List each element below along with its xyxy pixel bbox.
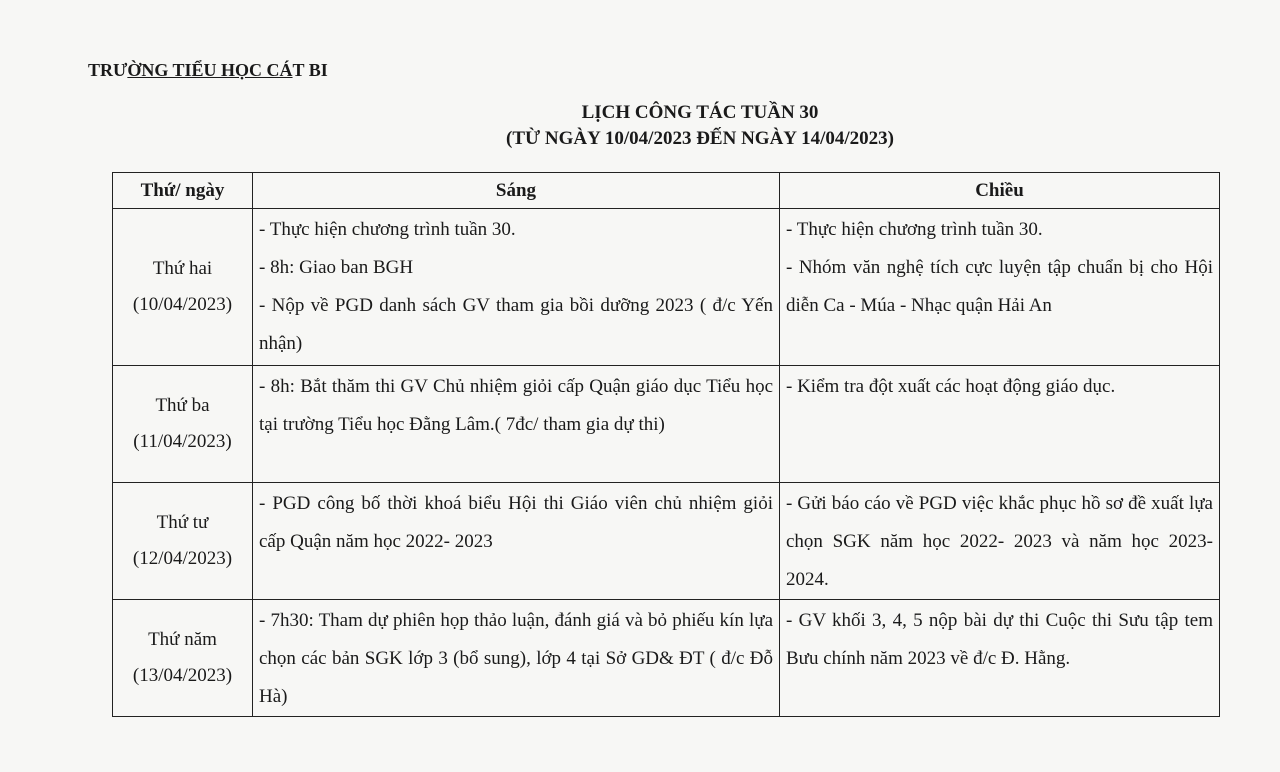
table-row bbox=[113, 209, 1220, 366]
table-row bbox=[113, 366, 1220, 483]
header-morning: Sáng bbox=[253, 173, 780, 209]
day-name: Thứ năm bbox=[148, 629, 217, 650]
morning-item: - Thực hiện chương trình tuần 30. bbox=[259, 219, 516, 240]
day-cell bbox=[113, 209, 253, 366]
school-name-part: T BI bbox=[292, 60, 328, 80]
school-name-underlined: ỜNG TIỂU HỌC CÁ bbox=[127, 60, 293, 80]
morning-cell bbox=[253, 600, 780, 717]
morning-item: - 7h30: Tham dự phiên họp thảo luận, đánh giá và bỏ phiếu kín lựa chọn các bản SGK lớp 3 (bổ sung), lớp 4 tại Sở GD& ĐT ( đ/c Đỗ Hà) bbox=[259, 610, 773, 707]
morning-item: - PGD công bố thời khoá biểu Hội thi Giáo viên chủ nhiệm giỏi cấp Quận năm học 2022- 2023 bbox=[259, 493, 773, 552]
table-header-row bbox=[113, 173, 1220, 209]
afternoon-cell bbox=[780, 483, 1220, 600]
day-cell bbox=[113, 366, 253, 483]
title-line-2: (TỪ NGÀY 10/04/2023 ĐẾN NGÀY 14/04/2023) bbox=[506, 128, 894, 149]
morning-item: - 8h: Giao ban BGH bbox=[259, 257, 414, 278]
afternoon-item: - Kiểm tra đột xuất các hoạt động giáo dục. bbox=[786, 376, 1116, 397]
table-row bbox=[113, 483, 1220, 600]
table-row bbox=[113, 600, 1220, 717]
school-name-part: TRƯ bbox=[88, 60, 128, 80]
afternoon-cell bbox=[780, 209, 1220, 366]
day-date: (11/04/2023) bbox=[133, 431, 232, 452]
school-name bbox=[88, 60, 328, 81]
day-date: (13/04/2023) bbox=[132, 665, 233, 686]
morning-cell bbox=[253, 483, 780, 600]
day-cell bbox=[113, 483, 253, 600]
afternoon-cell bbox=[780, 600, 1220, 717]
day-name: Thứ hai bbox=[152, 258, 213, 279]
header-day: Thứ/ ngày bbox=[113, 173, 253, 209]
morning-item: - 8h: Bắt thăm thi GV Chủ nhiệm giỏi cấp Quận giáo dục Tiểu học tại trường Tiểu học Đằng Lâm.( 7đc/ tham gia dự thi) bbox=[259, 376, 773, 435]
day-date: (12/04/2023) bbox=[132, 548, 233, 569]
morning-item: - Nộp về PGD danh sách GV tham gia bồi dưỡng 2023 ( đ/c Yến nhận) bbox=[259, 295, 773, 354]
title-line-1: LỊCH CÔNG TÁC TUẦN 30 bbox=[581, 102, 819, 123]
header-afternoon: Chiều bbox=[780, 173, 1220, 209]
day-date: (10/04/2023) bbox=[132, 294, 233, 315]
afternoon-item: - GV khối 3, 4, 5 nộp bài dự thi Cuộc thi Sưu tập tem Bưu chính năm 2023 về đ/c Đ. Hằng. bbox=[786, 610, 1213, 669]
day-cell bbox=[113, 600, 253, 717]
afternoon-item: - Thực hiện chương trình tuần 30. bbox=[786, 219, 1043, 240]
day-name: Thứ tư bbox=[156, 512, 209, 533]
morning-cell bbox=[253, 209, 780, 366]
afternoon-cell bbox=[780, 366, 1220, 483]
document-title bbox=[0, 100, 1280, 152]
morning-cell bbox=[253, 366, 780, 483]
schedule-table bbox=[112, 172, 1220, 717]
afternoon-item: - Gửi báo cáo về PGD việc khắc phục hồ sơ đề xuất lựa chọn SGK năm học 2022- 2023 và năm học 2023- 2024. bbox=[786, 493, 1213, 590]
afternoon-item: - Nhóm văn nghệ tích cực luyện tập chuẩn bị cho Hội diễn Ca - Múa - Nhạc quận Hải An bbox=[786, 257, 1213, 316]
day-name: Thứ ba bbox=[155, 395, 210, 416]
